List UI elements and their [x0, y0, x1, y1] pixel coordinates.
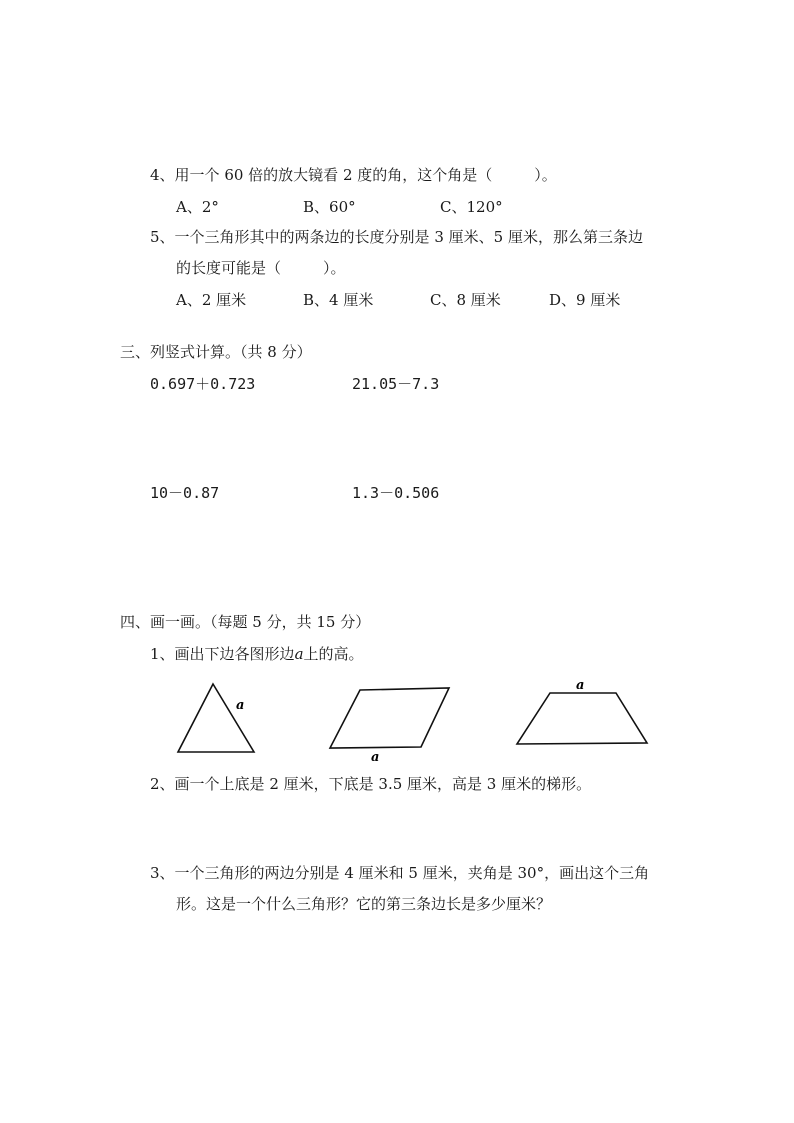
s4-q2-line [150, 774, 591, 794]
q5-text-line1: 一个三角形其中的两条边的长度分别是 3 厘米、5 厘米，那么第三条边 [174, 228, 643, 246]
q4-line [150, 165, 557, 185]
s4-q3-line1 [150, 863, 649, 883]
s4-q1-var: a [294, 645, 304, 663]
s4-q3-number: 3、 [150, 864, 175, 882]
s4-q3-text-line1: 一个三角形的两边分别是 4 厘米和 5 厘米，夹角是 30°，画出这个三角 [174, 864, 650, 882]
q5-option-a[interactable]: A、2 厘米 [176, 291, 247, 309]
q4-number: 4、 [150, 166, 175, 184]
parallelogram-figure [325, 684, 455, 768]
trapezoid-side-label: a [576, 678, 585, 693]
section4-title: 四、画一画。（每题 5 分，共 15 分） [120, 613, 371, 631]
s4-q1-number: 1、 [150, 645, 175, 663]
s4-q1-text-after: 上的高。 [303, 645, 364, 663]
parallelogram-side-label: a [371, 750, 380, 765]
triangle-side-label: a [236, 698, 245, 713]
q5-text-line2-before: 的长度可能是（ [176, 259, 282, 277]
parallelogram-shape [330, 688, 449, 748]
triangle-shape [178, 684, 254, 752]
s4-q3-text-line2: 形。这是一个什么三角形？它的第三条边长是多少厘米？ [176, 895, 552, 913]
triangle-figure [170, 678, 270, 758]
q5-option-c[interactable]: C、8 厘米 [430, 291, 501, 309]
s4-q1-line [150, 644, 364, 664]
q5-option-d[interactable]: D、9 厘米 [549, 291, 621, 309]
q4-text-before: 用一个 60 倍的放大镜看 2 度的角，这个角是（ [174, 166, 493, 184]
calc-problem-4: 1.3－0.506 [352, 484, 440, 502]
q5-option-b[interactable]: B、4 厘米 [303, 291, 374, 309]
s4-q3-line2 [176, 894, 551, 914]
section3-title: 三、列竖式计算。（共 8 分） [120, 343, 312, 361]
calc-problem-1: 0.697＋0.723 [150, 375, 256, 393]
s4-q1-text-before: 画出下边各图形边 [174, 645, 295, 663]
trapezoid-figure [512, 674, 657, 764]
q4-option-b[interactable]: B、60° [303, 198, 356, 216]
trapezoid-shape [517, 693, 647, 744]
q4-option-c[interactable]: C、120° [440, 198, 503, 216]
q5-line2 [176, 258, 346, 278]
q5-text-line2-after: ）。 [323, 259, 346, 277]
q4-text-after: ）。 [534, 166, 557, 184]
s4-q2-text: 画一个上底是 2 厘米，下底是 3.5 厘米，高是 3 厘米的梯形。 [174, 775, 592, 793]
q4-option-a[interactable]: A、2° [176, 198, 219, 216]
s4-q2-number: 2、 [150, 775, 175, 793]
q5-number: 5、 [150, 228, 175, 246]
q5-line1 [150, 227, 643, 247]
calc-problem-2: 21.05－7.3 [352, 375, 440, 393]
calc-problem-3: 10－0.87 [150, 484, 220, 502]
